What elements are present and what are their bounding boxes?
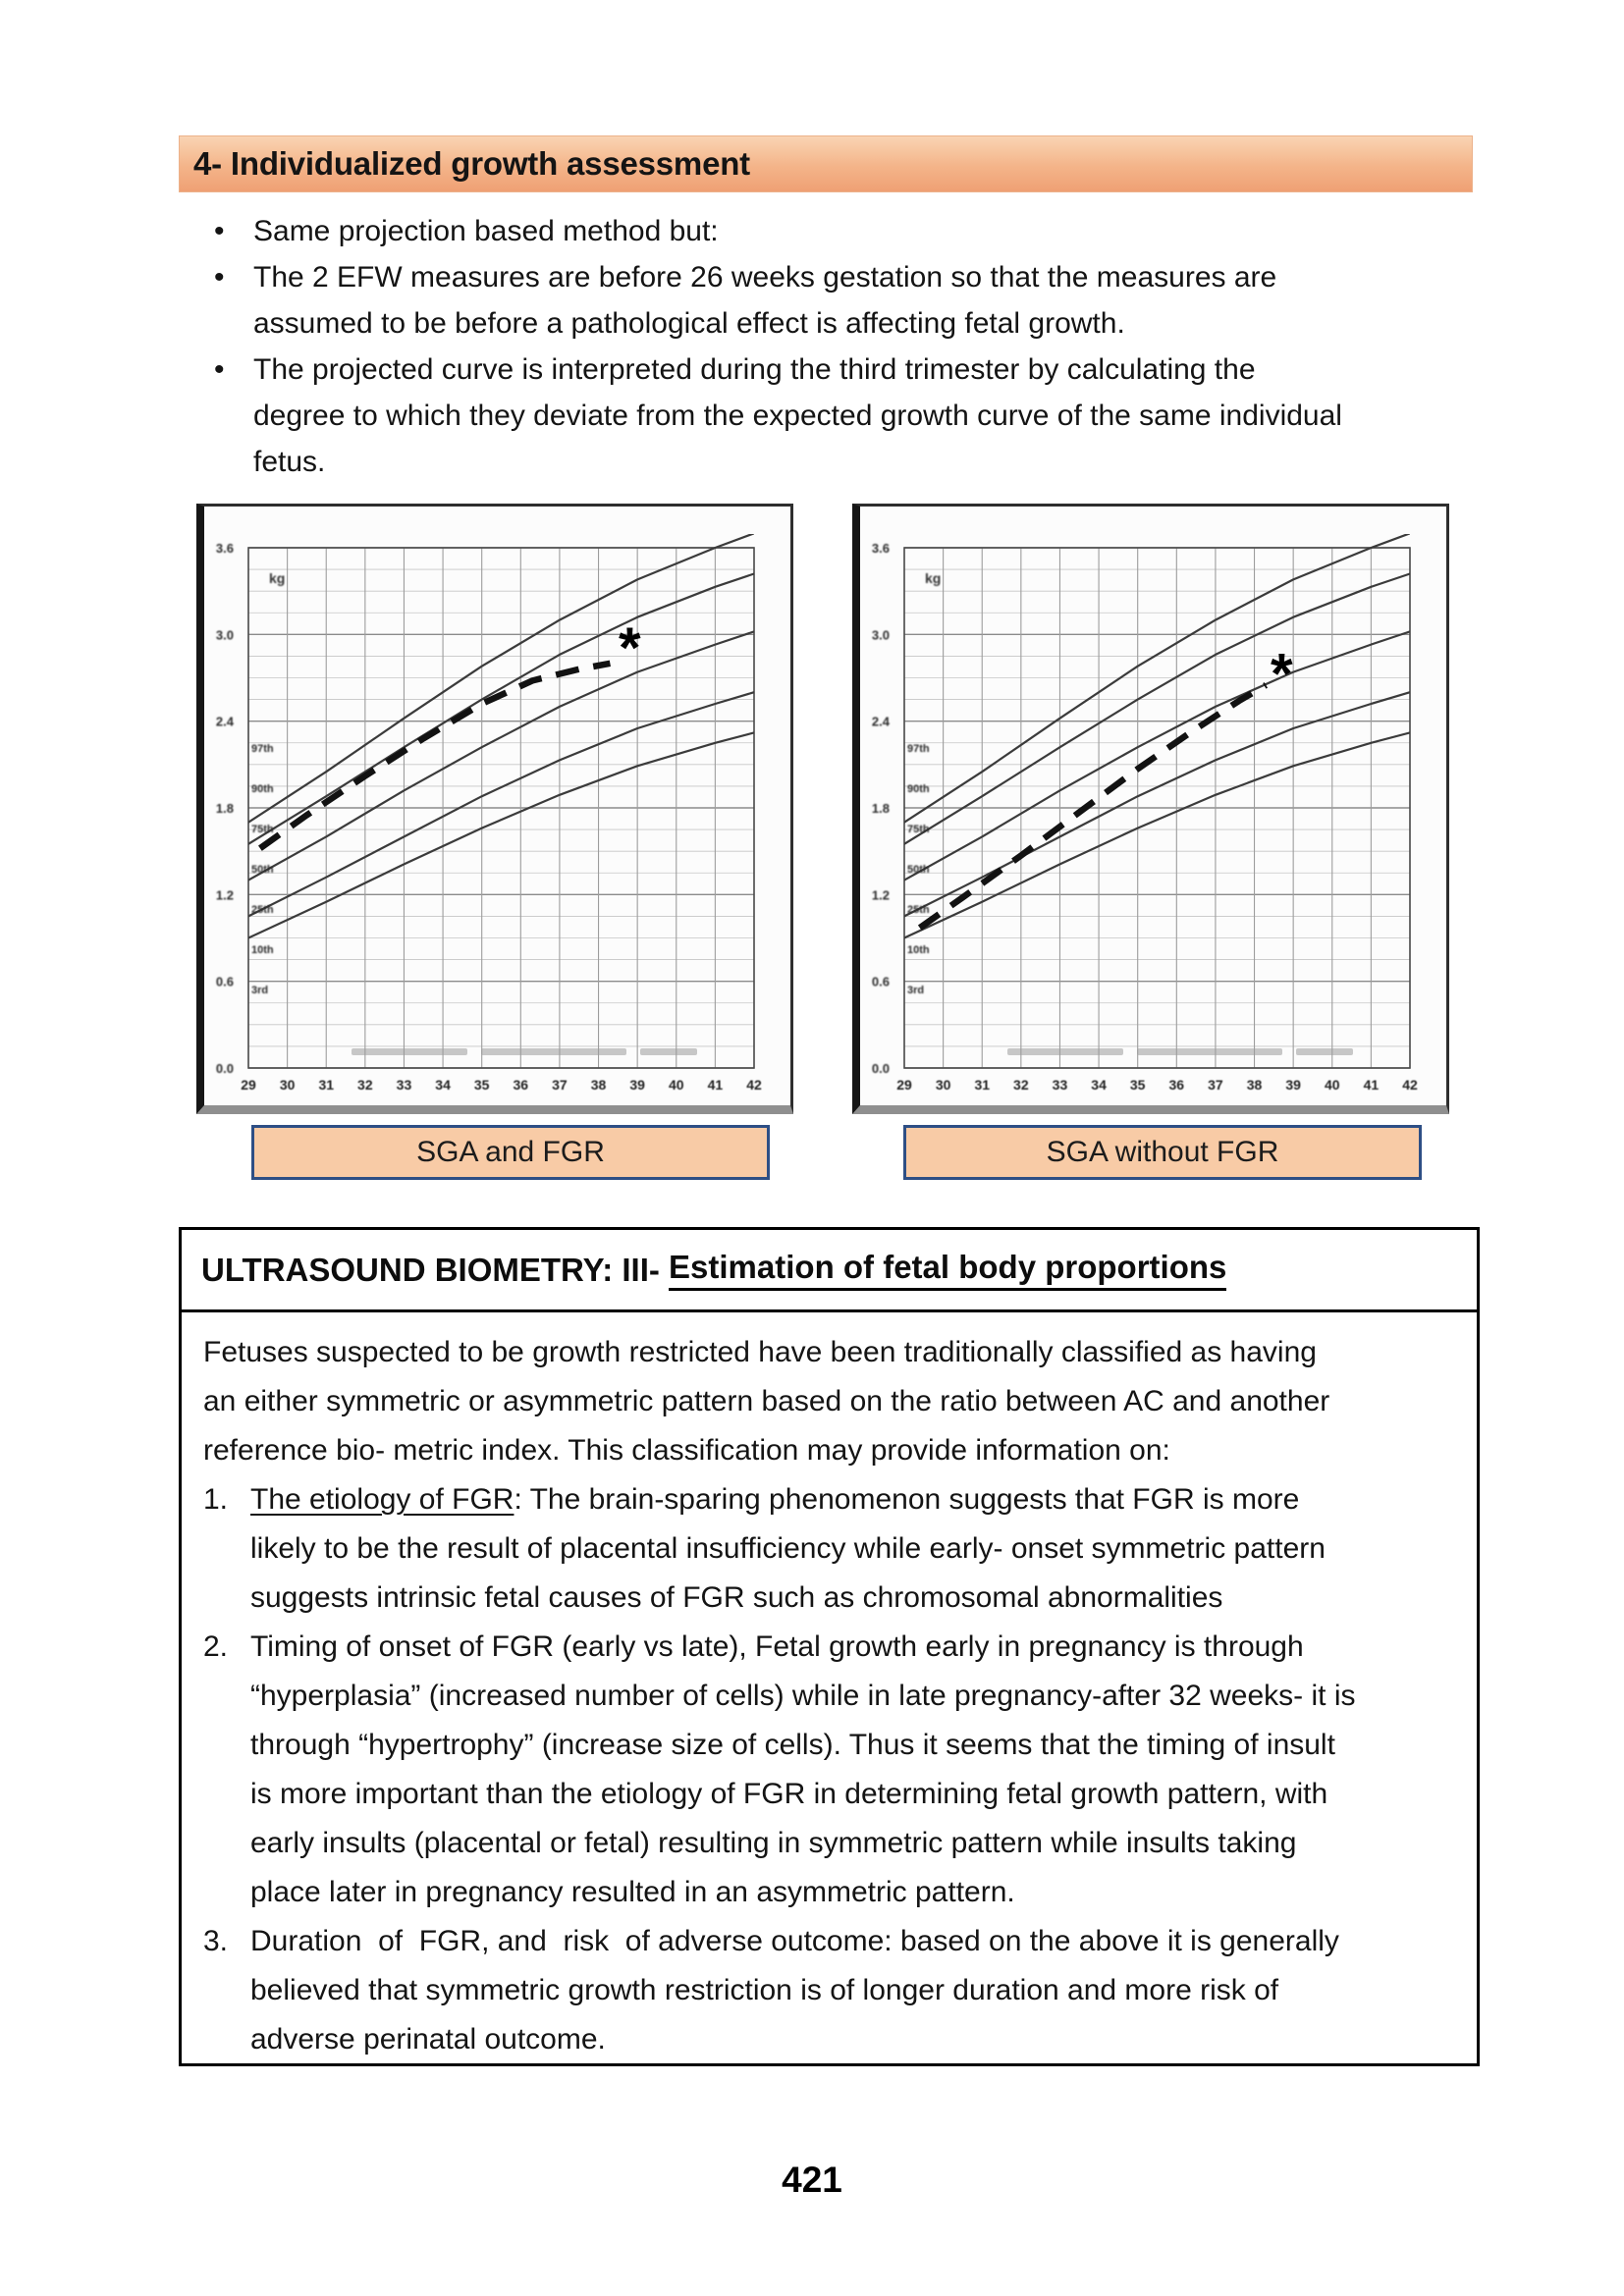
axis-caption-smudge: [1007, 1048, 1123, 1055]
svg-text:38: 38: [1246, 1077, 1263, 1093]
text-line: Same projection based method but:: [253, 215, 719, 247]
text-line: fetus.: [253, 446, 326, 478]
svg-text:97th: 97th: [907, 743, 930, 755]
caption-text: SGA without FGR: [1046, 1136, 1279, 1168]
axis-caption-smudge: [481, 1048, 626, 1055]
growth-chart-svg: [860, 507, 1446, 1105]
text-line: early insults (placental or fetal) resulting in symmetric pattern while insults taking: [250, 1827, 1297, 1859]
svg-text:1.8: 1.8: [215, 801, 234, 816]
svg-text:41: 41: [707, 1077, 724, 1093]
axis-caption-smudge: [1296, 1048, 1353, 1055]
section-title: 4- Individualized growth assessment: [193, 145, 750, 182]
text-line: The projected curve is interpreted during the third trimester by calculating the: [253, 353, 1256, 386]
svg-text:42: 42: [1402, 1077, 1418, 1093]
svg-text:0.6: 0.6: [871, 974, 890, 989]
svg-text:90th: 90th: [907, 783, 930, 795]
svg-text:30: 30: [935, 1077, 951, 1093]
bullet-item: [214, 347, 1342, 485]
svg-text:34: 34: [1091, 1077, 1107, 1093]
bullet-item: [214, 254, 1342, 347]
svg-text:50th: 50th: [251, 864, 274, 876]
biometry-heading-underlined: Estimation of fetal body proportions: [669, 1249, 1226, 1291]
svg-text:25th: 25th: [251, 904, 274, 916]
svg-text:75th: 75th: [907, 824, 930, 835]
section-header-bar: [179, 135, 1473, 192]
figure-caption-left: [251, 1125, 770, 1180]
text-line: assumed to be before a pathological effect is affecting fetal growth.: [253, 307, 1125, 340]
bullet-text: [253, 347, 1342, 485]
svg-text:kg: kg: [925, 570, 942, 586]
svg-text:35: 35: [473, 1077, 490, 1093]
text-line: Duration of FGR, and risk of adverse outcome: based on the above it is generally: [250, 1925, 1339, 1957]
svg-text:3rd: 3rd: [907, 985, 925, 996]
svg-text:31: 31: [318, 1077, 335, 1093]
item-lines: [250, 1524, 1326, 1623]
figure-caption-right: [903, 1125, 1422, 1180]
bullet-marker: •: [214, 215, 225, 247]
svg-text:90th: 90th: [251, 783, 274, 795]
svg-text:40: 40: [668, 1077, 684, 1093]
svg-text:34: 34: [435, 1077, 451, 1093]
svg-text:10th: 10th: [907, 944, 930, 956]
text-line: adverse perinatal outcome.: [250, 2023, 606, 2056]
svg-text:31: 31: [974, 1077, 991, 1093]
svg-text:*: *: [1270, 642, 1293, 707]
svg-text:39: 39: [629, 1077, 645, 1093]
biometry-heading-prefix: ULTRASOUND BIOMETRY: III-: [201, 1251, 670, 1288]
svg-text:2.4: 2.4: [215, 714, 234, 729]
svg-text:41: 41: [1363, 1077, 1380, 1093]
bullet-list: [214, 208, 1342, 485]
item-number: 2.: [203, 1630, 229, 1663]
svg-text:3.0: 3.0: [871, 627, 890, 643]
axis-caption-smudge: [1137, 1048, 1282, 1055]
text-line: is more important than the etiology of FGR in determining fetal growth pattern, with: [250, 1778, 1328, 1810]
svg-text:3.6: 3.6: [215, 541, 234, 556]
svg-text:3.6: 3.6: [871, 541, 890, 556]
svg-text:40: 40: [1324, 1077, 1340, 1093]
underlined-phrase: The etiology of FGR: [250, 1483, 514, 1516]
svg-text:50th: 50th: [907, 864, 930, 876]
svg-text:29: 29: [241, 1077, 256, 1093]
svg-text:*: *: [618, 616, 641, 681]
bullet-marker: •: [214, 261, 225, 294]
text-run: : The brain-sparing phenomenon suggests that FGR is more: [514, 1483, 1300, 1516]
svg-text:1.2: 1.2: [871, 887, 890, 903]
text-line: believed that symmetric growth restriction is of longer duration and more risk of: [250, 1974, 1279, 2006]
svg-text:0.6: 0.6: [215, 974, 234, 989]
svg-text:30: 30: [279, 1077, 296, 1093]
bullet-text: [253, 254, 1276, 347]
svg-text:32: 32: [357, 1077, 373, 1093]
growth-chart-svg: [204, 507, 790, 1105]
item-text: [250, 1475, 1326, 1623]
text-line: an either symmetric or asymmetric pattern based on the ratio between AC and another: [203, 1385, 1330, 1417]
item-number: 1.: [203, 1483, 229, 1516]
biometry-heading: [182, 1230, 1477, 1312]
svg-text:10th: 10th: [251, 944, 274, 956]
svg-text:39: 39: [1285, 1077, 1301, 1093]
numbered-item-3: [203, 1917, 1453, 2064]
svg-text:33: 33: [396, 1077, 412, 1093]
text-line: suggests intrinsic fetal causes of FGR such as chromosomal abnormalities: [250, 1581, 1223, 1614]
svg-text:42: 42: [746, 1077, 762, 1093]
svg-text:37: 37: [1208, 1077, 1223, 1093]
svg-text:38: 38: [590, 1077, 607, 1093]
page-number: 421: [782, 2160, 842, 2200]
svg-text:2.4: 2.4: [871, 714, 890, 729]
svg-text:3rd: 3rd: [251, 985, 269, 996]
text-line: The 2 EFW measures are before 26 weeks gestation so that the measures are: [253, 261, 1277, 294]
svg-text:0.0: 0.0: [871, 1061, 890, 1076]
bullet-text: [253, 208, 719, 254]
numbered-item-1: [203, 1475, 1453, 1623]
svg-text:0.0: 0.0: [215, 1061, 234, 1076]
item-lines: [250, 1917, 1339, 2064]
svg-text:kg: kg: [269, 570, 286, 586]
growth-chart-sga-without-fgr: [852, 504, 1449, 1114]
growth-chart-sga-and-fgr: [196, 504, 793, 1114]
item-lines: [250, 1623, 1356, 1917]
text-line: place later in pregnancy resulted in an asymmetric pattern.: [250, 1876, 1015, 1908]
svg-text:75th: 75th: [251, 824, 274, 835]
svg-text:33: 33: [1052, 1077, 1068, 1093]
svg-text:36: 36: [1168, 1077, 1185, 1093]
biometry-body: [182, 1312, 1477, 2064]
bullet-item: [214, 208, 1342, 254]
svg-text:97th: 97th: [251, 743, 274, 755]
text-line: likely to be the result of placental insufficiency while early- onset symmetric pattern: [250, 1532, 1326, 1565]
biometry-intro: [203, 1328, 1453, 1475]
text-line: Timing of onset of FGR (early vs late), Fetal growth early in pregnancy is through: [250, 1630, 1304, 1663]
axis-caption-smudge: [352, 1048, 467, 1055]
svg-text:1.2: 1.2: [215, 887, 234, 903]
svg-text:25th: 25th: [907, 904, 930, 916]
bullet-marker: •: [214, 353, 225, 386]
svg-text:1.8: 1.8: [871, 801, 890, 816]
caption-text: SGA and FGR: [416, 1136, 605, 1168]
svg-text:37: 37: [552, 1077, 568, 1093]
item-number: 3.: [203, 1925, 229, 1957]
svg-text:35: 35: [1129, 1077, 1146, 1093]
svg-text:36: 36: [513, 1077, 529, 1093]
numbered-item-2: [203, 1623, 1453, 1917]
svg-text:32: 32: [1013, 1077, 1029, 1093]
text-line: through “hypertrophy” (increase size of cells). Thus it seems that the timing of insult: [250, 1729, 1335, 1761]
biometry-box: [179, 1227, 1480, 2066]
text-line: [250, 1475, 1326, 1524]
svg-text:3.0: 3.0: [215, 627, 234, 643]
text-line: Fetuses suspected to be growth restricted have been traditionally classified as having: [203, 1336, 1317, 1368]
text-line: “hyperplasia” (increased number of cells) while in late pregnancy-after 32 weeks- it is: [250, 1680, 1356, 1712]
text-line: reference bio- metric index. This classification may provide information on:: [203, 1434, 1170, 1467]
svg-text:29: 29: [896, 1077, 912, 1093]
text-line: degree to which they deviate from the expected growth curve of the same individual: [253, 400, 1342, 432]
axis-caption-smudge: [640, 1048, 697, 1055]
